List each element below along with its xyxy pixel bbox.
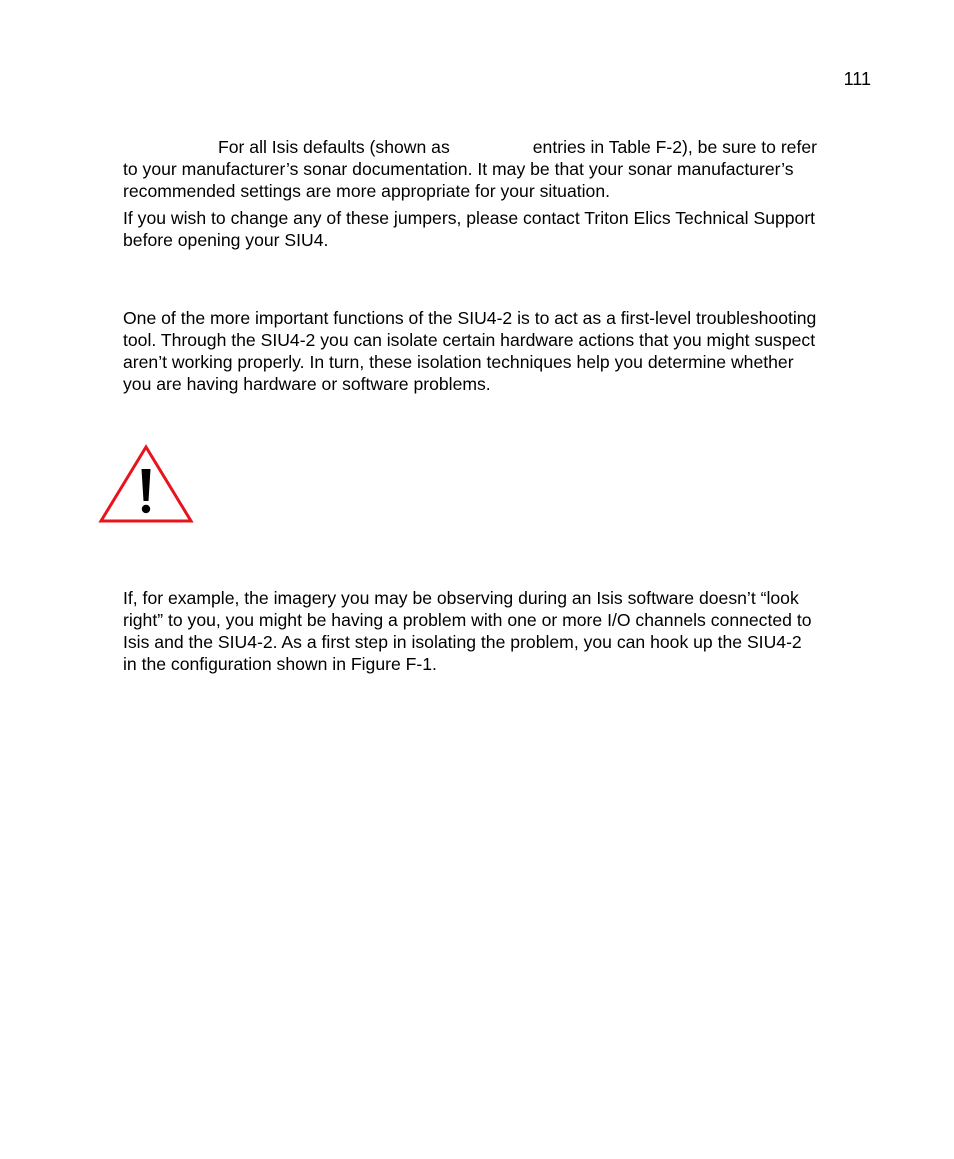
jumpers-line-2: before opening your SIU4.: [123, 230, 329, 250]
note-line-1-a: For all Isis defaults (shown as: [218, 137, 450, 157]
example-line-4: in the configuration shown in Figure F-1.: [123, 654, 437, 674]
note-line-2: to your manufacturer’s sonar documentation. It may be that your sonar manufacturer’s: [123, 159, 794, 179]
jumpers-line-1: If you wish to change any of these jumpers, please contact Triton Elics Technical Support: [123, 208, 816, 228]
troubleshooting-line-4: you are having hardware or software problems.: [123, 374, 491, 394]
warning-exclamation-dot: [142, 505, 150, 513]
note-line-1: [123, 136, 875, 158]
page-number: 111: [843, 69, 871, 89]
troubleshooting-line-2: tool. Through the SIU4-2 you can isolate certain hardware actions that you might suspect: [123, 330, 816, 350]
note-paragraph: [123, 136, 875, 202]
example-line-2: right” to you, you might be having a problem with one or more I/O channels connected to: [123, 610, 812, 630]
troubleshooting-line-3: aren’t working properly. In turn, these isolation techniques help you determine whether: [123, 352, 794, 372]
note-line-1-b: entries in Table F-2), be sure to refer: [532, 137, 817, 157]
note-line-3: recommended settings are more appropriate for your situation.: [123, 181, 611, 201]
warning-triangle-icon: [98, 444, 194, 524]
example-line-1: If, for example, the imagery you may be observing during an Isis software doesn’t “look: [123, 588, 799, 608]
example-paragraph: [123, 587, 875, 675]
troubleshooting-paragraph: [123, 307, 875, 395]
jumpers-paragraph: [123, 207, 875, 251]
troubleshooting-line-1: One of the more important functions of the SIU4-2 is to act as a first-level troubleshooting: [123, 308, 817, 328]
example-line-3: Isis and the SIU4-2. As a first step in isolating the problem, you can hook up the SIU4-2: [123, 632, 802, 652]
